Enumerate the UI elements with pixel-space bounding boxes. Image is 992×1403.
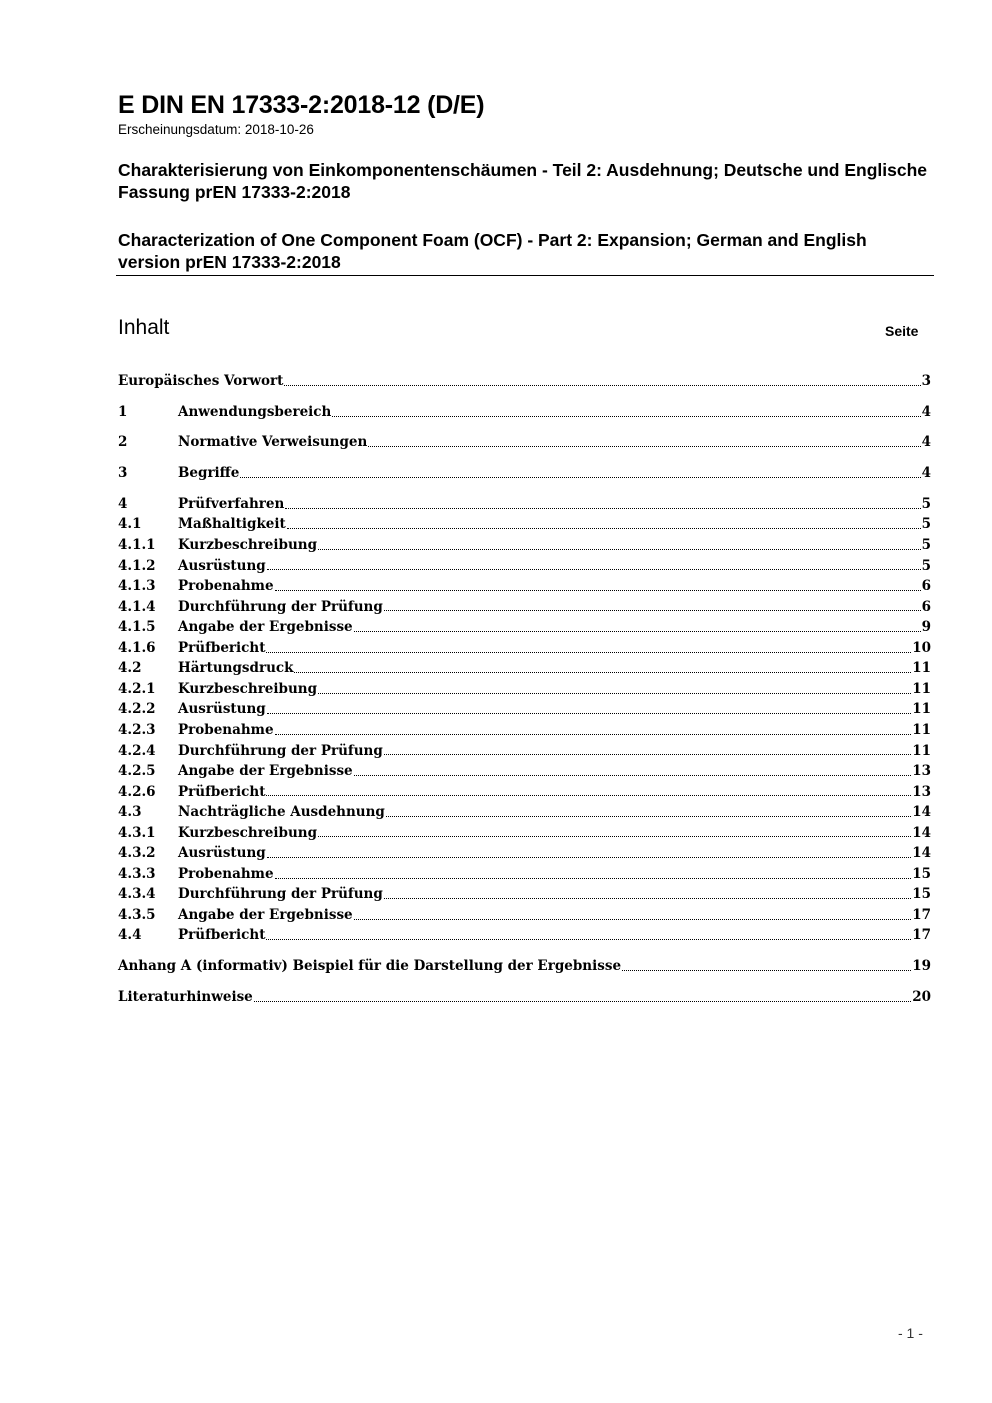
document-id: E DIN EN 17333-2:2018-12 (D/E)	[118, 91, 485, 119]
toc-entry-page: 11	[912, 721, 931, 738]
toc-entry[interactable]	[118, 905, 931, 926]
toc-entry-number: 4.2.6	[118, 783, 156, 800]
toc-entry[interactable]	[118, 956, 931, 977]
toc-dot-leader	[287, 528, 921, 529]
toc-entry[interactable]	[118, 925, 931, 946]
toc-entry-page: 14	[912, 845, 931, 862]
toc-entry-page: 4	[921, 465, 931, 482]
toc-entry[interactable]	[118, 679, 931, 700]
toc-entry-page: 11	[912, 701, 931, 718]
toc-dot-leader	[254, 1001, 911, 1002]
toc-entry-title: Ausrüstung	[178, 557, 266, 574]
toc-entry-number: 4.3.1	[118, 824, 156, 841]
toc-entry-title: Nachträgliche Ausdehnung	[178, 804, 385, 821]
toc-dot-leader	[284, 385, 920, 386]
toc-entry-number: 4.1.1	[118, 537, 156, 554]
toc-dot-leader	[332, 416, 920, 417]
toc-entry-page: 3	[921, 373, 931, 389]
toc-entry-number: 3	[118, 465, 128, 482]
toc-entry-page: 11	[912, 742, 931, 759]
toc-dot-leader	[354, 919, 912, 920]
toc-entry-title: Prüfbericht	[178, 639, 266, 656]
toc-dot-leader	[384, 898, 911, 899]
toc-entry-page: 5	[921, 495, 931, 512]
toc-entry-title: Begriffe	[178, 465, 240, 482]
title-german: Charakterisierung von Einkomponentenschäumen - Teil 2: Ausdehnung; Deutsche und Englische Fassung prEN 17333-2:2018	[118, 160, 928, 202]
toc-entry[interactable]	[118, 371, 931, 392]
toc-page-column-heading: Seite	[885, 323, 919, 339]
toc-entry[interactable]	[118, 597, 931, 618]
toc-entry-title: Anwendungsbereich	[178, 403, 332, 420]
toc-entry-page: 17	[912, 906, 931, 923]
toc-entry-page: 14	[912, 804, 931, 821]
toc-entry-title: Härtungsdruck	[178, 660, 294, 677]
toc-entry[interactable]	[118, 638, 931, 659]
toc-entry-title: Literaturhinweise	[118, 988, 253, 1005]
toc-entry-title: Durchführung der Prüfung	[178, 598, 383, 615]
toc-entry-title: Angabe der Ergebnisse	[178, 763, 353, 780]
toc-entry[interactable]	[118, 402, 931, 423]
toc-entry-page: 5	[921, 557, 931, 574]
toc-entry-title: Prüfbericht	[178, 927, 266, 944]
toc-dot-leader	[267, 569, 921, 570]
toc-entry[interactable]	[118, 576, 931, 597]
toc-entry[interactable]	[118, 761, 931, 782]
toc-dot-leader	[266, 795, 911, 796]
toc-dot-leader	[266, 652, 911, 653]
toc-entry-page: 6	[921, 598, 931, 615]
publication-date: Erscheinungsdatum: 2018-10-26	[118, 122, 314, 137]
toc-entry-title: Prüfverfahren	[178, 495, 285, 512]
toc-entry[interactable]	[118, 782, 931, 803]
toc-dot-leader	[318, 836, 911, 837]
toc-entry[interactable]	[118, 535, 931, 556]
toc-entry-page: 17	[912, 927, 931, 944]
toc-entry[interactable]	[118, 432, 931, 453]
toc-entry[interactable]	[118, 802, 931, 823]
toc-entry-page: 5	[921, 516, 931, 533]
toc-entry-page: 19	[912, 958, 931, 975]
toc-entry-number: 4.2.3	[118, 721, 156, 738]
toc-entry-page: 15	[912, 865, 931, 882]
toc-entry-page: 4	[921, 434, 931, 451]
toc-entry-title: Kurzbeschreibung	[178, 537, 318, 554]
toc-dot-leader	[384, 610, 921, 611]
toc-entry-number: 4.1.2	[118, 557, 156, 574]
toc-entry-number: 1	[118, 403, 128, 420]
toc-entry[interactable]	[118, 699, 931, 720]
toc-entry-number: 4.2.2	[118, 701, 156, 718]
toc-entry-title: Kurzbeschreibung	[178, 680, 318, 697]
toc-entry-number: 4.3.4	[118, 886, 156, 903]
toc-entry-title: Probenahme	[178, 578, 274, 595]
toc-entry-number: 4.1.6	[118, 639, 156, 656]
page-number: - 1 -	[898, 1325, 923, 1341]
toc-dot-leader	[354, 775, 912, 776]
toc-entry[interactable]	[118, 514, 931, 535]
toc-entry[interactable]	[118, 864, 931, 885]
toc-entry-page: 10	[912, 639, 931, 656]
toc-entry[interactable]	[118, 556, 931, 577]
toc-dot-leader	[275, 590, 921, 591]
toc-entry-title: Angabe der Ergebnisse	[178, 906, 353, 923]
toc-entry-title: Normative Verweisungen	[178, 434, 368, 451]
toc-entry-page: 15	[912, 886, 931, 903]
toc-entry-title: Europäisches Vorwort	[118, 373, 284, 389]
toc-entry-title: Angabe der Ergebnisse	[178, 619, 353, 636]
title-english: Characterization of One Component Foam (OCF) - Part 2: Expansion; German and English version prEN 17333-2:2018	[118, 230, 867, 272]
toc-entry-number: 4.3.3	[118, 865, 156, 882]
toc-entry-title: Probenahme	[178, 721, 274, 738]
toc-dot-leader	[285, 508, 920, 509]
table-of-contents	[118, 371, 931, 1007]
toc-dot-leader	[318, 549, 921, 550]
toc-dot-leader	[275, 734, 912, 735]
toc-entry-page: 9	[921, 619, 931, 636]
toc-entry-title: Kurzbeschreibung	[178, 824, 318, 841]
toc-entry-number: 4.3.2	[118, 845, 156, 862]
toc-entry[interactable]	[118, 884, 931, 905]
toc-dot-leader	[266, 939, 911, 940]
toc-entry[interactable]	[118, 463, 931, 484]
toc-entry-page: 6	[921, 578, 931, 595]
toc-entry-title: Maßhaltigkeit	[178, 516, 286, 533]
toc-dot-leader	[368, 446, 920, 447]
toc-entry[interactable]	[118, 494, 931, 515]
toc-heading: Inhalt	[118, 316, 170, 339]
toc-entry[interactable]	[118, 843, 931, 864]
toc-entry[interactable]	[118, 617, 931, 638]
toc-entry-number: 4.1	[118, 516, 142, 533]
toc-entry-page: 13	[912, 763, 931, 780]
toc-entry-page: 4	[921, 403, 931, 420]
toc-entry-number: 4.4	[118, 927, 142, 944]
header-divider	[116, 275, 934, 276]
toc-dot-leader	[267, 713, 911, 714]
toc-entry-page: 5	[921, 537, 931, 554]
toc-entry-number: 4.2.5	[118, 763, 156, 780]
toc-entry[interactable]	[118, 658, 931, 679]
toc-entry[interactable]	[118, 987, 931, 1008]
toc-entry-number: 4.1.5	[118, 619, 156, 636]
toc-entry-page: 11	[912, 660, 931, 677]
toc-entry-title: Durchführung der Prüfung	[178, 742, 383, 759]
toc-dot-leader	[622, 970, 911, 971]
toc-entry-page: 20	[912, 988, 931, 1005]
toc-dot-leader	[386, 816, 911, 817]
toc-entry-number: 4.3.5	[118, 906, 156, 923]
toc-dot-leader	[240, 477, 920, 478]
toc-entry-title: Ausrüstung	[178, 701, 266, 718]
toc-entry-number: 4.2.1	[118, 680, 156, 697]
toc-entry-title: Probenahme	[178, 865, 274, 882]
toc-entry[interactable]	[118, 741, 931, 762]
toc-entry-title: Anhang A (informativ) Beispiel für die Darstellung der Ergebnisse	[118, 958, 622, 975]
toc-dot-leader	[384, 754, 911, 755]
toc-dot-leader	[318, 693, 911, 694]
toc-entry-number: 2	[118, 434, 128, 451]
toc-entry-page: 14	[912, 824, 931, 841]
toc-entry-page: 11	[912, 680, 931, 697]
toc-dot-leader	[294, 672, 911, 673]
toc-dot-leader	[267, 857, 911, 858]
toc-entry[interactable]	[118, 720, 931, 741]
toc-entry-title: Ausrüstung	[178, 845, 266, 862]
toc-entry-number: 4.2.4	[118, 742, 156, 759]
toc-entry-number: 4.1.3	[118, 578, 156, 595]
toc-dot-leader	[275, 878, 912, 879]
toc-entry-number: 4.3	[118, 804, 142, 821]
toc-entry-title: Durchführung der Prüfung	[178, 886, 383, 903]
toc-entry[interactable]	[118, 823, 931, 844]
toc-entry-page: 13	[912, 783, 931, 800]
toc-entry-number: 4.1.4	[118, 598, 156, 615]
toc-entry-title: Prüfbericht	[178, 783, 266, 800]
toc-dot-leader	[354, 631, 921, 632]
toc-entry-number: 4	[118, 495, 128, 512]
toc-entry-number: 4.2	[118, 660, 142, 677]
